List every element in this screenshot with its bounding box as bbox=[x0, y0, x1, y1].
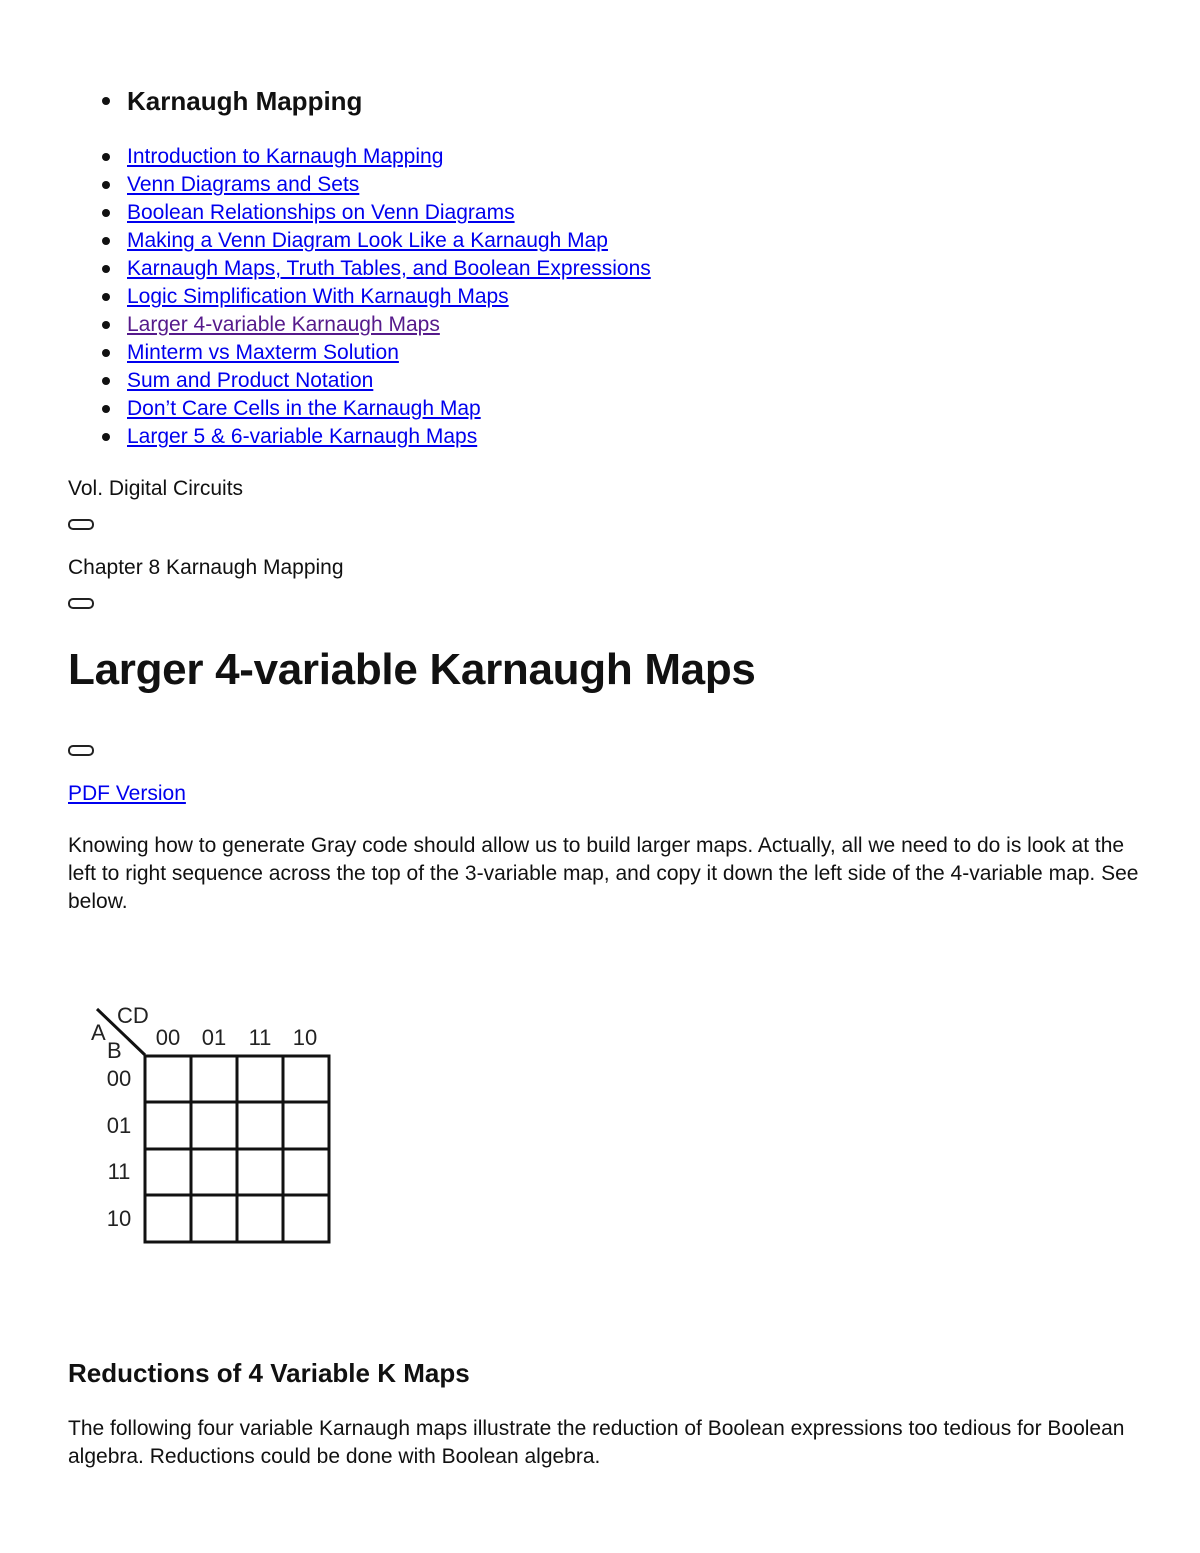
pdf-version-link[interactable]: PDF Version bbox=[68, 782, 186, 805]
kmap-row-var-b: B bbox=[107, 1038, 122, 1063]
topic-link-venn-like-kmap[interactable]: Making a Venn Diagram Look Like a Karnaugh Map bbox=[127, 229, 608, 252]
topic-link-larger-5-6-variable[interactable]: Larger 5 & 6-variable Karnaugh Maps bbox=[127, 425, 478, 448]
kmap-row-label: 01 bbox=[106, 1113, 132, 1138]
topic-list bbox=[100, 143, 651, 451]
volume-label: Vol. Digital Circuits bbox=[68, 477, 244, 500]
topic-link-minterm-maxterm[interactable]: Minterm vs Maxterm Solution bbox=[127, 341, 399, 364]
section-list bbox=[100, 84, 362, 118]
topic-link-larger-4-variable[interactable]: Larger 4-variable Karnaugh Maps bbox=[127, 313, 440, 336]
topic-item bbox=[100, 143, 651, 171]
kmap-row-label: 00 bbox=[106, 1066, 132, 1091]
divider-toggle bbox=[68, 519, 94, 530]
divider-toggle bbox=[68, 598, 94, 609]
topic-item bbox=[100, 227, 651, 255]
reductions-paragraph: The following four variable Karnaugh maps illustrate the reduction of Boolean expressions too tedious for Boolean algebra. Reductions could be done with Boolean algebra. bbox=[68, 1417, 1125, 1468]
intro-paragraph: Knowing how to generate Gray code should allow us to build larger maps. Actually, all we need to do is look at the left to right sequence across the top of the 3-variable map, and copy it down the left side of the 4-variable map. See below. bbox=[68, 834, 1139, 913]
topic-link-venn-diagrams[interactable]: Venn Diagrams and Sets bbox=[127, 173, 360, 196]
topic-link-introduction[interactable]: Introduction to Karnaugh Mapping bbox=[127, 145, 444, 168]
kmap-row-var-a: A bbox=[91, 1020, 106, 1045]
divider-toggle bbox=[68, 745, 94, 756]
chapter-label: Chapter 8 Karnaugh Mapping bbox=[68, 556, 344, 579]
topic-item bbox=[100, 311, 651, 339]
kmap-col-var: CD bbox=[117, 1003, 149, 1028]
kmap-col-label: 00 bbox=[155, 1025, 181, 1050]
topic-link-boolean-relationships[interactable]: Boolean Relationships on Venn Diagrams bbox=[127, 201, 515, 224]
topic-item bbox=[100, 255, 651, 283]
topic-link-dont-care[interactable]: Don’t Care Cells in the Karnaugh Map bbox=[127, 397, 481, 420]
topic-link-sum-product[interactable]: Sum and Product Notation bbox=[127, 369, 374, 392]
kmap-col-label: 01 bbox=[201, 1025, 227, 1050]
kmap-col-label: 10 bbox=[292, 1025, 318, 1050]
page-title: Larger 4-variable Karnaugh Maps bbox=[68, 645, 756, 694]
topic-item bbox=[100, 199, 651, 227]
topic-link-logic-simplification[interactable]: Logic Simplification With Karnaugh Maps bbox=[127, 285, 509, 308]
topic-item bbox=[100, 339, 651, 367]
topic-item bbox=[100, 171, 651, 199]
topic-link-truth-tables[interactable]: Karnaugh Maps, Truth Tables, and Boolean Expressions bbox=[127, 257, 651, 280]
section-heading: Reductions of 4 Variable K Maps bbox=[68, 1358, 470, 1388]
topic-item bbox=[100, 283, 651, 311]
kmap-grid bbox=[145, 1056, 329, 1242]
topic-item bbox=[100, 395, 651, 423]
pdf-link-wrapper bbox=[68, 780, 186, 808]
topic-item bbox=[100, 367, 651, 395]
kmap-row-label: 10 bbox=[106, 1206, 132, 1231]
kmap-row-label: 11 bbox=[107, 1159, 131, 1184]
topic-item bbox=[100, 423, 651, 451]
section-title: Karnaugh Mapping bbox=[100, 84, 362, 118]
kmap-col-label: 11 bbox=[248, 1025, 272, 1050]
karnaugh-map-diagram bbox=[80, 995, 350, 1255]
